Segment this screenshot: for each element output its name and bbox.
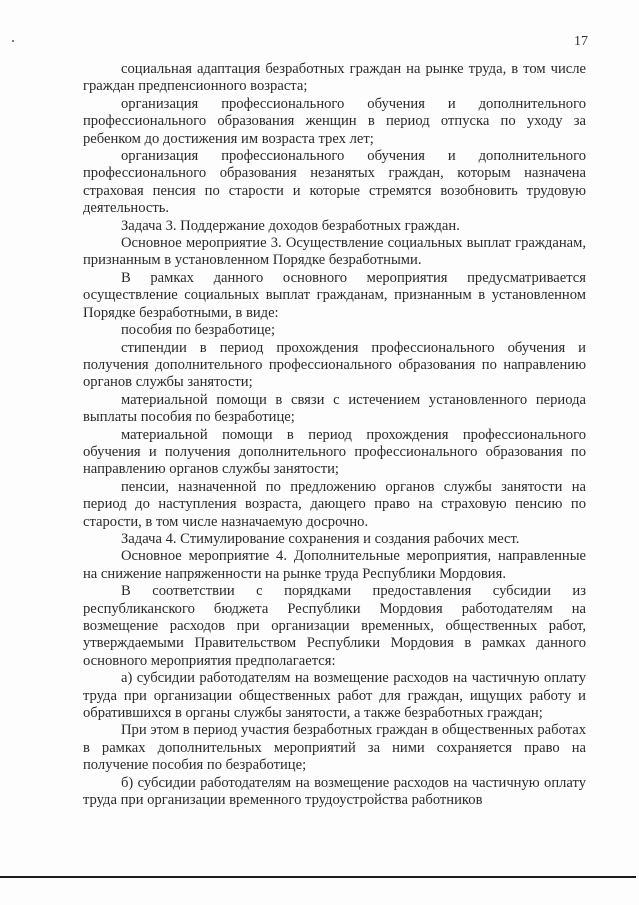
task-heading: Задача 3. Поддержание доходов безработных граждан.	[121, 217, 460, 234]
list-item: пенсии, назначенной по предложению органов службы занятости на период до наступления возраста, дающего право на страховую пенсию по старости, в том числе назначаемую досрочно.	[83, 478, 586, 530]
task-heading: Задача 4. Стимулирование сохранения и создания рабочих мест.	[121, 530, 520, 547]
scan-speck	[12, 40, 14, 42]
list-item: стипендии в период прохождения профессионального обучения и получения дополнительного профессионального образования по направлению органов службы занятости;	[83, 339, 586, 391]
document-body	[83, 61, 586, 809]
paragraph: социальная адаптация безработных граждан на рынке труда, в том числе граждан предпенсионного возраста;	[83, 61, 586, 95]
paragraph: организация профессионального обучения и дополнительного профессионального образования незанятых граждан, которым назначена страховая пенсия по старости и которые стремятся возобновить трудовую деятельность.	[83, 148, 586, 217]
paragraph: При этом в период участия безработных граждан в общественных работах в рамках дополнительных мероприятий за ними сохраняется право на получение пособия по безработице;	[83, 722, 586, 774]
list-item: б) субсидии работодателям на возмещение расходов на частичную оплату труда при организации временного трудоустройства работников	[83, 774, 586, 809]
page-number: 17	[574, 34, 588, 49]
main-activity-heading: Основное мероприятие 3. Осуществление социальных выплат гражданам, признанным в установленном Порядке безработными.	[83, 235, 586, 269]
main-activity-heading: Основное мероприятие 4. Дополнительные мероприятия, направленные на снижение напряженности на рынке труда Республики Мордовия.	[83, 548, 586, 582]
paragraph: организация профессионального обучения и дополнительного профессионального образования женщин в период отпуска по уходу за ребенком до достижения им возраста трех лет;	[83, 95, 586, 147]
list-item: а) субсидии работодателям на возмещение расходов на частичную оплату труда при организации общественных работ для граждан, ищущих работу и обратившихся в органы службы занятости, а также безработных граждан;	[83, 670, 586, 722]
bottom-rule	[0, 876, 636, 878]
paragraph: В рамках данного основного мероприятия предусматривается осуществление социальных выплат гражданам, признанным в установленном Порядке безработными, в виде:	[83, 269, 586, 321]
list-item: материальной помощи в период прохождения профессионального обучения и получения дополнительного профессионального образования по направлению органов службы занятости;	[83, 426, 586, 478]
list-item: материальной помощи в связи с истечением установленного периода выплаты пособия по безработице;	[83, 391, 586, 426]
paragraph: В соответствии с порядками предоставления субсидии из республиканского бюджета Республики Мордовия работодателям на возмещение расходов при организации временных, общественных работ, утверждаемыми Правительством Республики Мордовия в рамках данного основного мероприятия предполагается:	[83, 583, 586, 669]
list-item: пособия по безработице;	[121, 322, 276, 339]
